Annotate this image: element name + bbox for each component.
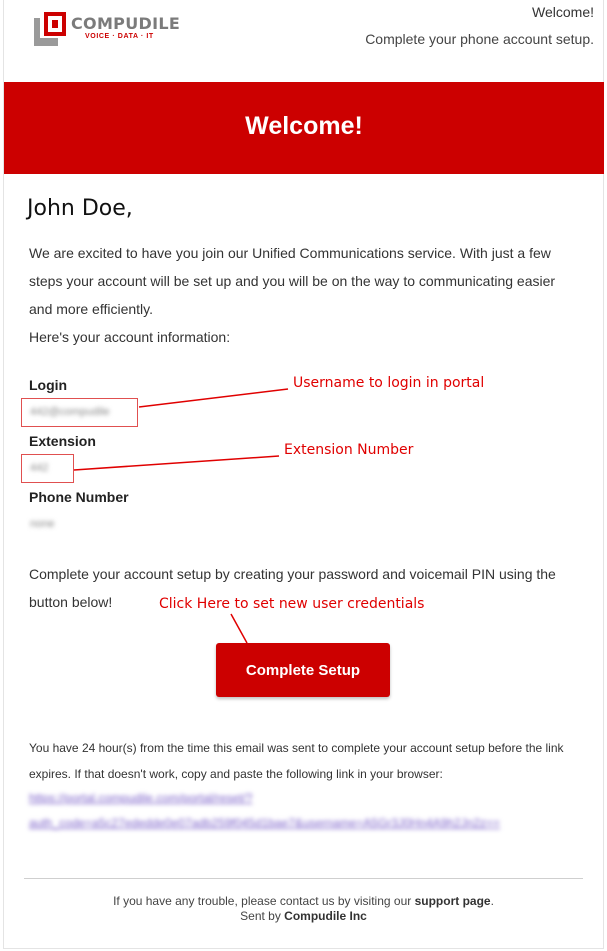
complete-setup-button[interactable]: Complete Setup xyxy=(216,643,390,697)
expiry-line-1: You have 24 hour(s) from the time this email was sent to complete your account setup before the link xyxy=(29,741,564,755)
support-page-link[interactable]: support page xyxy=(414,894,491,908)
setup-text-line-2: button below! xyxy=(29,594,113,610)
logo-text: COMPUDILE xyxy=(71,14,181,33)
greeting: John Doe, xyxy=(27,196,133,221)
footer-period: . xyxy=(490,894,494,908)
phone-number-value: none xyxy=(30,518,55,530)
footer-company: Compudile Inc xyxy=(284,909,367,923)
intro-line-2: steps your account will be set up and you will be on the way to communicating easier xyxy=(29,273,556,289)
login-label: Login xyxy=(29,377,68,393)
setup-text-line-1: Complete your account setup by creating your password and voicemail PIN using the xyxy=(29,566,556,582)
footer-sent-by: Sent by xyxy=(240,909,285,923)
footer-line-2 xyxy=(0,909,607,923)
intro-line-3: and more efficiently. xyxy=(29,301,153,317)
header-welcome: Welcome! xyxy=(532,4,594,20)
reset-link-line-2[interactable]: auth_code=a5c27ededde0e07adb259f045d1bae7&username=A5Gr3J0Hn4A9h2Jn2z== xyxy=(29,816,501,830)
header-subtitle: Complete your phone account setup. xyxy=(365,31,594,47)
footer-line-1 xyxy=(0,894,607,908)
annotation-button: Click Here to set new user credentials xyxy=(159,596,425,612)
reset-link-line-1[interactable]: https://portal.compudile.com/portal/reset/? xyxy=(29,791,253,805)
login-value: 442@compudile xyxy=(30,406,110,418)
intro-line-4: Here's your account information: xyxy=(29,329,231,345)
footer-divider xyxy=(24,878,583,879)
annotation-login: Username to login in portal xyxy=(293,375,485,391)
logo-tagline: VOICE · DATA · IT xyxy=(85,33,154,40)
intro-line-1: We are excited to have you join our Unified Communications service. With just a few xyxy=(29,245,551,261)
expiry-line-2: expires. If that doesn't work, copy and paste the following link in your browser: xyxy=(29,767,443,781)
compudile-logo xyxy=(34,12,194,48)
welcome-banner xyxy=(4,82,604,174)
footer-contact-text: If you have any trouble, please contact us by visiting our xyxy=(113,894,415,908)
phone-number-label: Phone Number xyxy=(29,489,129,505)
logo-mark-icon xyxy=(34,12,68,48)
annotation-extension: Extension Number xyxy=(284,442,414,458)
banner-title: Welcome! xyxy=(245,112,363,140)
extension-label: Extension xyxy=(29,433,96,449)
extension-value: 442 xyxy=(30,462,49,474)
